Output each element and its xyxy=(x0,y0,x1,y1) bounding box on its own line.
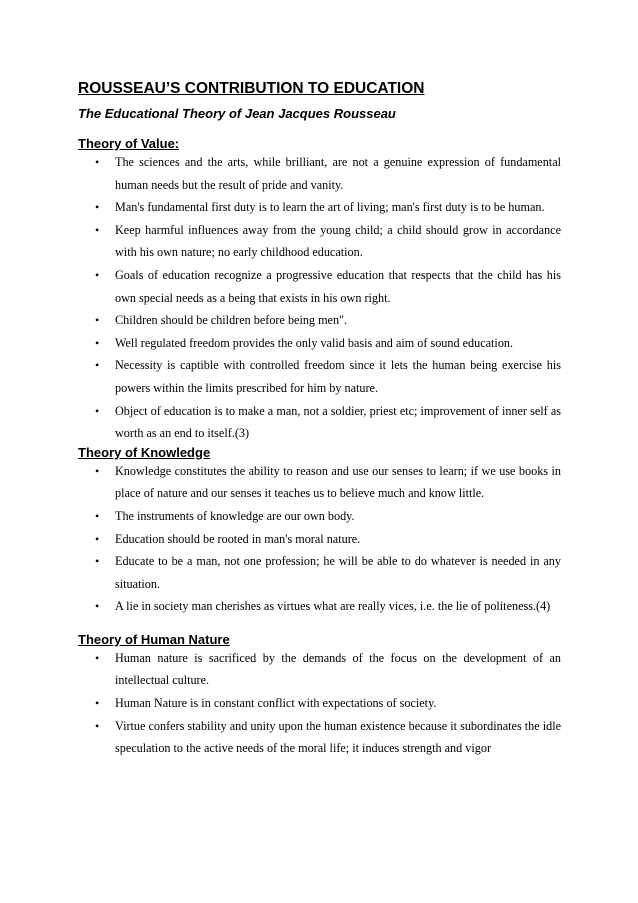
list-item-text: The sciences and the arts, while brilliant, are not a genuine expression of fundamental human needs but the result of pride and vanity. xyxy=(115,155,561,192)
bullet-icon: • xyxy=(95,554,100,569)
bullet-icon: • xyxy=(95,155,100,169)
document-page xyxy=(78,80,561,760)
bullet-list xyxy=(78,151,561,445)
list-item xyxy=(78,332,561,355)
list-item xyxy=(78,647,561,692)
list-item-text: Object of education is to make a man, not a soldier, priest etc; improvement of inner self as worth as an end to itself.(3) xyxy=(115,403,561,441)
list-item xyxy=(78,196,561,219)
bullet-icon: • xyxy=(95,718,100,733)
bullet-icon: • xyxy=(95,403,100,418)
list-item xyxy=(78,550,561,595)
section-theory-of-knowledge xyxy=(78,445,561,618)
list-item-text: Keep harmful influences away from the young child; a child should grow in accordance with his own nature; no early childhood education. xyxy=(115,222,561,260)
bullet-icon: • xyxy=(95,696,100,711)
list-item-text: Well regulated freedom provides the only valid basis and aim of sound education. xyxy=(115,335,514,350)
list-item xyxy=(78,595,561,618)
list-item-text: Education should be rooted in man's moral nature. xyxy=(115,531,361,546)
list-item-text: Educate to be a man, not one profession; he will be able to do whatever is needed in any situation. xyxy=(115,554,561,591)
bullet-icon: • xyxy=(95,531,100,546)
document-title: ROUSSEAU’S CONTRIBUTION TO EDUCATION xyxy=(78,80,425,97)
bullet-icon: • xyxy=(95,267,100,282)
list-item xyxy=(78,692,561,715)
bullet-icon: • xyxy=(95,599,100,614)
list-item-text: A lie in society man cherishes as virtues what are really vices, i.e. the lie of politeness.(4) xyxy=(115,599,551,614)
document-subtitle: The Educational Theory of Jean Jacques Rousseau xyxy=(78,106,396,121)
bullet-icon: • xyxy=(95,508,100,523)
list-item-text: The instruments of knowledge are our own body. xyxy=(115,508,355,523)
list-item xyxy=(78,528,561,551)
list-item xyxy=(78,354,561,399)
list-item xyxy=(78,505,561,528)
list-item-text: Goals of education recognize a progressive education that respects that the child has his own special needs as a being that exists in his own right. xyxy=(115,267,561,305)
list-item xyxy=(78,309,561,332)
bullet-icon: • xyxy=(95,335,100,350)
bullet-icon: • xyxy=(95,222,100,237)
list-item-text: Human Nature is in constant conflict with expectations of society. xyxy=(115,696,437,711)
list-item xyxy=(78,219,561,264)
bullet-icon: • xyxy=(95,200,100,215)
list-item-text: Human nature is sacrificed by the demands of the focus on the development of an intellectual culture. xyxy=(115,650,561,688)
bullet-list xyxy=(78,460,561,618)
bullet-icon: • xyxy=(95,650,100,665)
bullet-list xyxy=(78,647,561,760)
list-item xyxy=(78,151,561,196)
list-item xyxy=(78,460,561,505)
list-item-text: Necessity is captible with controlled freedom since it lets the human being exercise his powers within the limits prescribed for him by nature. xyxy=(115,358,561,395)
section-theory-of-human-nature xyxy=(78,632,561,760)
bullet-icon: • xyxy=(95,463,100,478)
list-item-text: Children should be children before being men". xyxy=(115,313,348,328)
bullet-icon: • xyxy=(95,358,100,373)
list-item xyxy=(78,715,561,760)
list-item-text: Virtue confers stability and unity upon the human existence because it subordinates the idle speculation to the active needs of the moral life; it induces strength and vigor xyxy=(115,718,561,756)
section-theory-of-value xyxy=(78,136,561,445)
list-item-text: Knowledge constitutes the ability to reason and use our senses to learn; if we use books in place of nature and our senses it teaches us to believe much and know little. xyxy=(115,463,561,501)
bullet-icon: • xyxy=(95,313,100,328)
section-heading: Theory of Value: xyxy=(78,136,180,151)
section-heading: Theory of Knowledge xyxy=(78,444,211,460)
list-item-text: Man's fundamental first duty is to learn the art of living; man's first duty is to be human. xyxy=(115,200,545,215)
section-heading: Theory of Human Nature xyxy=(78,631,230,647)
list-item xyxy=(78,264,561,309)
list-item xyxy=(78,400,561,445)
